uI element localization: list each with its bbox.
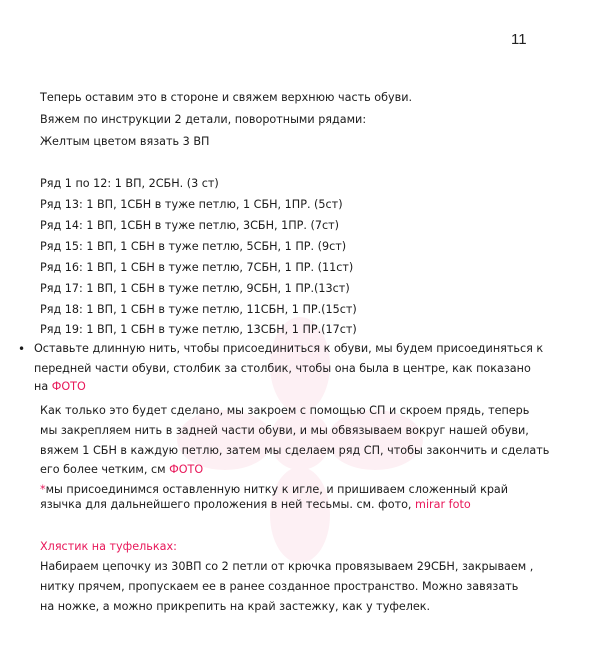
intro-line-1: Теперь оставим это в стороне и свяжем верхнюю часть обуви.: [40, 91, 413, 104]
strap-line-2: нитку прячем, пропускаем ее в ранее созданное пространство. Можно завязать: [40, 580, 519, 593]
note-line-2: [40, 498, 471, 512]
bullet-line-2: передней части обуви, столбик за столбик, чтобы она была в центре, как показано: [34, 362, 531, 375]
note-line-2-text: язычка для дальнейшего проложения в ней тесьмы. см. фото,: [40, 498, 416, 511]
row-line: Ряд 17: 1 ВП, 1 СБН в туже петлю, 9СБН, 1 ПР.(13ст): [40, 282, 350, 295]
strap-line-3: на ножке, а можно прикрепить на край застежку, как у туфелек.: [40, 600, 431, 613]
row-line: Ряд 1 по 12: 1 ВП, 2СБН. (3 ст): [40, 177, 219, 190]
para2-line-1: Как только это будет сделано, мы закроем с помощью СП и скроем прядь, теперь: [40, 404, 530, 417]
strap-line-1: Набираем цепочку из 30ВП со 2 петли от крючка провязываем 29СБН, закрываем ,: [40, 560, 534, 573]
page-number: 11: [511, 31, 527, 48]
row-line: Ряд 14: 1 ВП, 1СБН в туже петлю, 3СБН, 1ПР. (7ст): [40, 219, 340, 232]
row-line: Ряд 18: 1 ВП, 1 СБН в туже петлю, 11СБН, 1 ПР.(15ст): [40, 303, 357, 316]
para2-line-3: вяжем 1 СБН в каждую петлю, затем мы сделаем ряд СП, чтобы закончить и сделать: [40, 444, 550, 457]
bullet-icon: •: [18, 342, 26, 356]
row-line: Ряд 19: 1 ВП, 1 СБН в туже петлю, 13СБН, 1 ПР.(17ст): [40, 323, 357, 336]
mirar-foto-link[interactable]: mirar foto: [415, 498, 471, 511]
para2-line-2: мы закрепляем нить в задней части обуви, и мы обвязываем вокруг нашей обуви,: [40, 424, 529, 437]
row-line: Ряд 16: 1 ВП, 1 СБН в туже петлю, 7СБН, 1 ПР. (11ст): [40, 261, 354, 274]
note-line-1: [40, 483, 508, 497]
strap-heading: Хлястик на туфельках:: [40, 540, 177, 553]
intro-line-2: Вяжем по инструкции 2 детали, поворотными рядами:: [40, 113, 367, 126]
note-line-1-text: мы присоединимся оставленную нитку к игле, и пришиваем сложенный край: [45, 483, 509, 496]
photo-link[interactable]: ФОТО: [51, 380, 86, 393]
bullet-line-1: Оставьте длинную нить, чтобы присоединиться к обуви, мы будем присоединяться к: [34, 342, 544, 355]
bullet-line-3-text: на: [34, 380, 52, 393]
row-line: Ряд 15: 1 ВП, 1 СБН в туже петлю, 5СБН, 1 ПР. (9ст): [40, 240, 347, 253]
note-asterisk: *: [40, 483, 46, 496]
para2-line-4-text: его более четким, см: [40, 463, 170, 476]
row-line: Ряд 13: 1 ВП, 1СБН в туже петлю, 1 СБН, 1ПР. (5ст): [40, 198, 343, 211]
para2-line-4: [40, 463, 203, 477]
bullet-line-3: [34, 380, 86, 394]
intro-line-3: Желтым цветом вязать 3 ВП: [40, 135, 210, 148]
photo-link[interactable]: ФОТО: [169, 463, 204, 476]
